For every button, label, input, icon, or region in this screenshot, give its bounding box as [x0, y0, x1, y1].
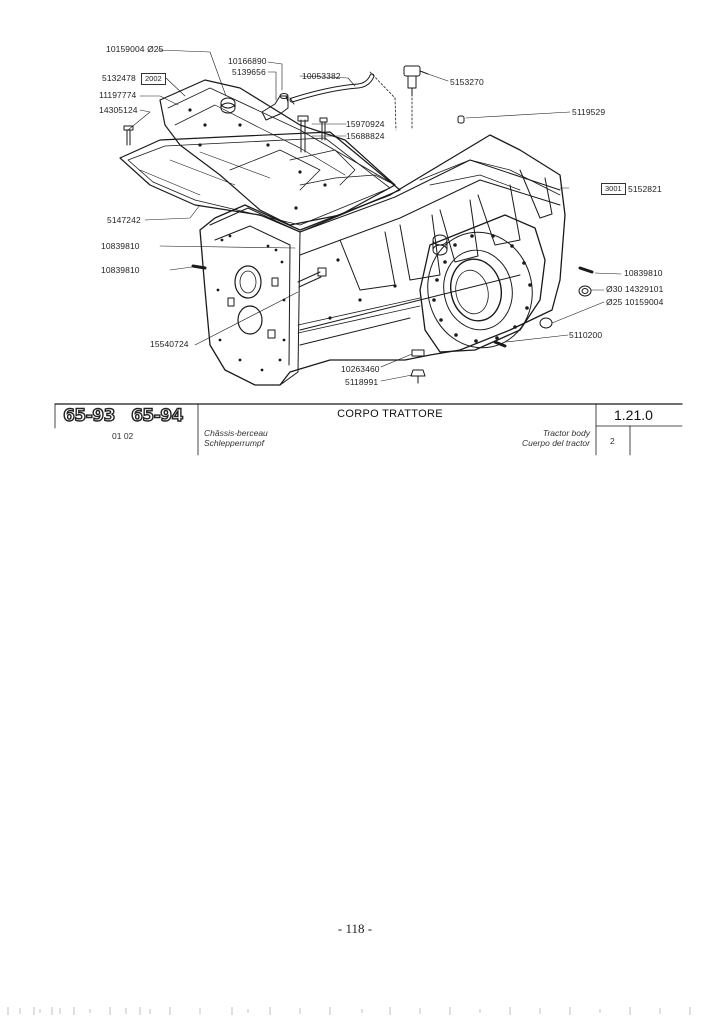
model-logos	[58, 406, 190, 428]
page-number: - 118 -	[337, 921, 373, 936]
callout-10839810-right: 10839810	[624, 268, 663, 278]
callout-15540724: 15540724	[150, 339, 189, 349]
callout-10053382: 10053382	[302, 71, 341, 81]
callout-5153270: 5153270	[450, 77, 484, 87]
description-french: Châssis-berceau	[204, 428, 268, 438]
callout-14329101: Ø30 14329101	[606, 284, 664, 294]
callout-10166890: 10166890	[228, 56, 267, 66]
description-german: Schlepperrumpf	[204, 438, 265, 448]
callout-15970924: 15970924	[346, 119, 385, 129]
callout-5110200: 5110200	[569, 330, 603, 340]
callout-5147242: 5147242	[107, 215, 141, 225]
callout-5152821: 5152821	[628, 184, 662, 194]
revision-code: 01 02	[112, 431, 134, 441]
model-logo-65-93: 65-93	[63, 406, 115, 426]
tag-2002: 2002	[141, 73, 166, 85]
callout-5139656: 5139656	[232, 67, 266, 77]
callout-10263460: 10263460	[341, 364, 380, 374]
callout-5132478: 5132478	[102, 73, 136, 83]
callout-10159004-d25: 10159004 Ø25	[106, 44, 164, 54]
model-logo-65-94: 65-94	[131, 406, 183, 426]
section-title: CORPO TRATTORE	[337, 408, 443, 420]
callout-5119529: 5119529	[572, 107, 606, 117]
sheet-number: 2	[610, 436, 615, 446]
page-reference: 1.21.0	[614, 407, 653, 423]
callout-14305124: 14305124	[99, 105, 138, 115]
callout-10839810-left-upper: 10839810	[101, 241, 140, 251]
callout-10839810-left-lower: 10839810	[101, 265, 140, 275]
tag-3001: 3001	[601, 183, 626, 195]
description-spanish: Cuerpo del tractor	[521, 438, 590, 448]
callout-5118991: 5118991	[345, 377, 379, 387]
callout-11197774: 11197774	[99, 90, 137, 100]
callout-10159004-d25-right: Ø25 10159004	[606, 297, 664, 307]
description-english: Tractor body	[542, 428, 590, 438]
scan-edge-noise	[0, 1005, 710, 1017]
callout-15688824: 15688824	[346, 131, 385, 141]
